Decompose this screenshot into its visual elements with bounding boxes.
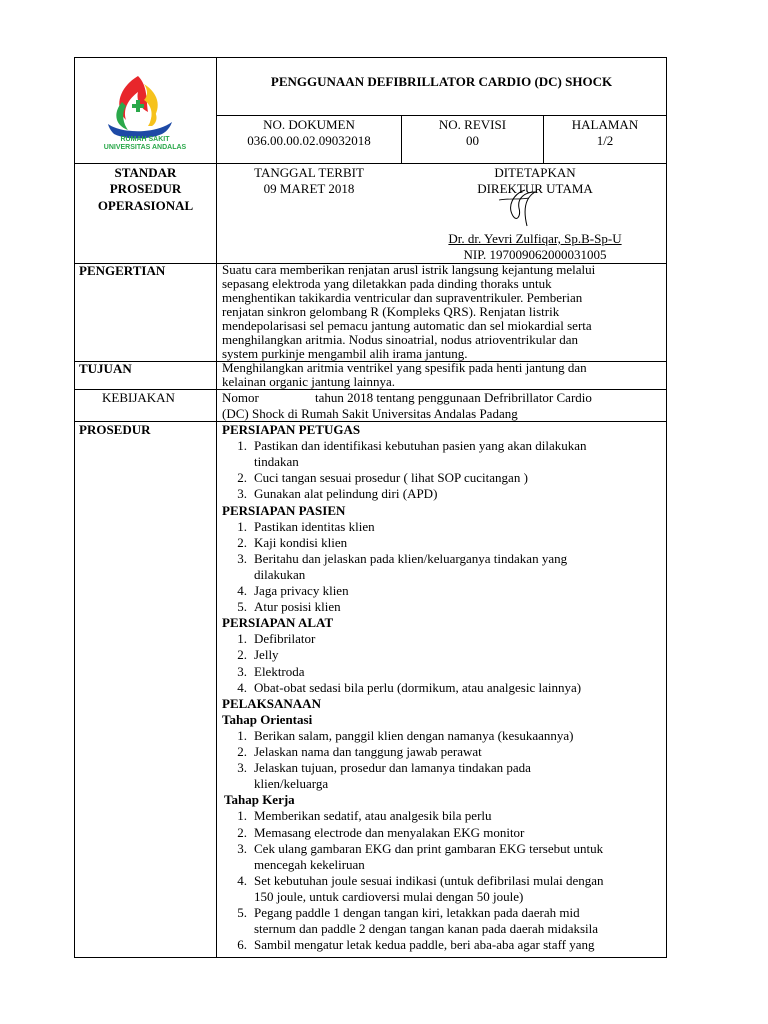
pengertian-line: menghilangkan aritmia. Nodus sinoatrial, nodus atrioventrikular dan	[222, 332, 578, 347]
tahap-kerja-item: Pegang paddle 1 dengan tangan kiri, letakkan pada daerah mid	[254, 905, 580, 920]
tahap-orientasi-item: Berikan salam, panggil klien dengan namanya (kesukaannya)	[254, 727, 574, 743]
pengertian-line: system purkinje mengambil alih irama jantung.	[222, 346, 468, 361]
persiapan-pasien-item: Kaji kondisi klien	[254, 534, 348, 550]
issue-date-value: 09 MARET 2018	[263, 181, 355, 196]
persiapan-alat-item: Obat-obat sedasi bila perlu (dormikum, atau analgesic lainnya)	[254, 679, 582, 695]
persiapan-petugas-item: Pastikan dan identifikasi kebutuhan pasien yang akan dilakukan	[254, 438, 587, 454]
pengertian-line: Suatu cara memberikan renjatan arusl istrik langsung kejantung melalui	[222, 262, 596, 277]
tahap-kerja-item: mencegah kekeliruan	[254, 856, 365, 872]
persiapan-petugas-item: Cuci tangan sesuai prosedur ( lihat SOP cucitangan )	[254, 470, 528, 486]
persiapan-pasien-number: 3.	[237, 550, 247, 566]
sop-label-line2: PROSEDUR	[109, 181, 182, 196]
persiapan-pasien-item: Jaga privacy klien	[254, 583, 349, 598]
tujuan-line: Menghilangkan aritmia ventrikel yang spesifik pada henti jantung dan	[222, 360, 587, 375]
tahap-kerja-item: Memberikan sedatif, atau analgesik bila perlu	[254, 808, 492, 824]
persiapan-alat-heading: PERSIAPAN ALAT	[222, 615, 334, 631]
pengertian-text	[222, 263, 662, 361]
sop-label-line3: OPERASIONAL	[97, 198, 194, 213]
tahap-orientasi-number: 3.	[237, 760, 247, 776]
persiapan-pasien-heading: PERSIAPAN PASIEN	[222, 502, 346, 518]
persiapan-pasien-number: 1.	[237, 518, 247, 534]
tahap-kerja-item: Set kebutuhan joule sesuai indikasi (untuk defibrilasi mulai dengan	[254, 872, 604, 888]
persiapan-alat-item: Defibrilator	[254, 631, 316, 647]
tahap-kerja-number: 5.	[237, 905, 247, 920]
tujuan-label: TUJUAN	[79, 361, 132, 376]
kebijakan-line1: tahun 2018 tentang penggunaan Defribrillator Cardio	[315, 390, 592, 405]
tahap-kerja-heading: Tahap Kerja	[224, 792, 295, 808]
pengertian-label: PENGERTIAN	[79, 263, 166, 278]
tahap-orientasi-number: 2.	[237, 744, 247, 759]
tujuan-line: kelainan organic jantung lainnya.	[222, 374, 396, 389]
persiapan-petugas-number: 1.	[237, 438, 247, 454]
tahap-kerja-number: 1.	[237, 808, 247, 824]
pengertian-line: sepasang elektroda yang diletakkan pada dinding thoraks untuk	[222, 276, 552, 291]
director-nip: NIP. 197009062000031005	[463, 247, 607, 262]
logo-name-line2: UNIVERSITAS ANDALAS	[103, 144, 187, 151]
tahap-kerja-number: 3.	[237, 840, 247, 856]
kebijakan-line2: (DC) Shock di Rumah Sakit Universitas Andalas Padang	[222, 406, 518, 421]
tujuan-text	[222, 361, 662, 389]
prosedur-body	[217, 422, 666, 956]
persiapan-alat-number: 2.	[237, 647, 247, 663]
sop-label-line1: STANDAR	[114, 165, 177, 180]
tahap-orientasi-number: 1.	[237, 727, 247, 743]
persiapan-pasien-item: dilakukan	[254, 566, 306, 582]
persiapan-alat-number: 4.	[237, 679, 247, 695]
persiapan-petugas-heading: PERSIAPAN PETUGAS	[222, 422, 361, 437]
pengertian-line: mendepolarisasi sel pemacu jantung automatic dan sel miokardial serta	[222, 318, 592, 333]
doc-number-label: NO. DOKUMEN	[263, 117, 355, 132]
pengertian-line: renjatan sinkron gelombang R (Kompleks QRS). Renjatan listrik	[222, 304, 560, 319]
persiapan-alat-number: 3.	[237, 663, 247, 679]
tahap-kerja-item: Memasang electrode dan menyalakan EKG monitor	[254, 824, 525, 840]
tahap-kerja-item: Cek ulang gambaran EKG dan print gambaran EKG tersebut untuk	[254, 840, 604, 856]
hospital-logo	[78, 68, 212, 158]
director-signature	[495, 186, 555, 230]
tahap-orientasi-item: klien/keluarga	[254, 776, 329, 792]
revision-value: 00	[466, 133, 479, 148]
prosedur-label: PROSEDUR	[79, 422, 151, 437]
tahap-kerja-number: 2.	[237, 824, 247, 840]
issue-date-label: TANGGAL TERBIT	[254, 165, 364, 180]
doc-number-value: 036.00.00.02.09032018	[247, 133, 371, 148]
persiapan-alat-number: 1.	[237, 631, 247, 647]
persiapan-petugas-number: 3.	[237, 486, 247, 502]
persiapan-pasien-number: 2.	[237, 534, 247, 550]
tahap-kerja-number: 4.	[237, 872, 247, 888]
persiapan-pasien-item: Atur posisi klien	[254, 599, 341, 615]
pengertian-line: menghentikan takikardia ventricular dan supraventrikuler. Pemberian	[222, 290, 583, 305]
persiapan-pasien-number: 4.	[237, 583, 247, 598]
persiapan-petugas-item: Gunakan alat pelindung diri (APD)	[254, 486, 438, 502]
tahap-orientasi-item: Jelaskan tujuan, prosedur dan lamanya tindakan pada	[254, 760, 531, 776]
page-value: 1/2	[596, 133, 614, 148]
approved-label: DITETAPKAN	[494, 165, 576, 180]
kebijakan-nomor: Nomor	[222, 390, 259, 405]
document-title: PENGGUNAAN DEFIBRILLATOR CARDIO (DC) SHOCK	[270, 74, 613, 89]
persiapan-petugas-number: 2.	[237, 470, 247, 486]
director-name: Dr. dr. Yevri Zulfiqar, Sp.B-Sp-U	[448, 231, 622, 246]
persiapan-alat-item: Elektroda	[254, 663, 305, 679]
persiapan-pasien-item: Pastikan identitas klien	[254, 518, 375, 534]
revision-label: NO. REVISI	[438, 117, 507, 132]
tahap-kerja-item: 150 joule, untuk cardioversi mulai dengan 50 joule)	[254, 888, 524, 904]
persiapan-pasien-item: Beritahu dan jelaskan pada klien/keluarganya tindakan yang	[254, 550, 568, 566]
persiapan-pasien-number: 5.	[237, 599, 247, 615]
kebijakan-label: KEBIJAKAN	[102, 390, 175, 405]
page-label: HALAMAN	[571, 117, 639, 132]
persiapan-alat-item: Jelly	[254, 647, 279, 663]
tahap-kerja-item: sternum dan paddle 2 dengan tangan kanan pada daerah midaksila	[254, 921, 599, 937]
persiapan-petugas-item: tindakan	[254, 454, 299, 470]
tahap-orientasi-item: Jelaskan nama dan tanggung jawab perawat	[254, 744, 482, 759]
tahap-kerja-number: 6.	[237, 937, 247, 953]
tahap-orientasi-heading: Tahap Orientasi	[222, 711, 313, 727]
approved-by-label: DIREKTUR UTAMA	[477, 181, 593, 196]
logo-name-line1: RUMAH SAKIT	[120, 136, 170, 143]
tahap-kerja-item: Sambil mengatur letak kedua paddle, beri aba-aba agar staff yang	[254, 937, 595, 953]
pelaksanaan-heading: PELAKSANAAN	[222, 695, 321, 711]
